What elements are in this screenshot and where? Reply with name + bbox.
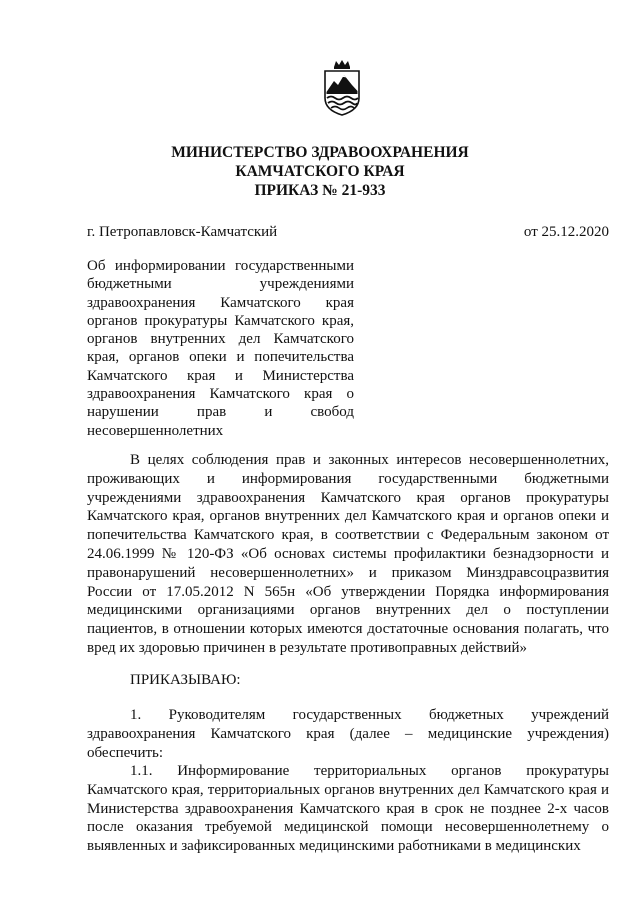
region-name: КАМЧАТСКОГО КРАЯ (235, 163, 405, 180)
item-1-paragraph: 1. Руководителям государственных бюджетных учреждений здравоохранения Камчатского края (далее – медицинские учреждения) обеспечить: (87, 707, 609, 761)
order-heading: ПРИКАЗЫВАЮ: (130, 672, 241, 688)
city-label: г. Петропавловск-Камчатский (87, 224, 278, 240)
order-date: от 25.12.2020 (523, 224, 609, 240)
coat-of-arms-icon (322, 58, 362, 118)
order-subject: Об информировании государственными бюджетными учреждениями здравоохранения Камчатского края органов прокуратуры Камчатского края, органов внутренних дел Камчатского края, органов опеки и попечительства Камчатского края и Министерства здравоохранения Камчатского края о нарушении прав и свобод несовершеннолетних (87, 258, 354, 439)
ministry-name: МИНИСТЕРСТВО ЗДРАВООХРАНЕНИЯ (171, 144, 469, 161)
item-1-1-paragraph: 1.1. Информирование территориальных органов прокуратуры Камчатского края, территориальных органов внутренних дел Камчатского края и Министерства здравоохранения Камчатского края в срок не позднее 2-х часов после оказания требуемой медицинской помощи несовершеннолетнему о выявленных и зафиксированных медицинскими работниками в медицинских (87, 763, 609, 855)
preamble-paragraph: В целях соблюдения прав и законных интересов несовершеннолетних, проживающих и информирования государственными бюджетными учреждениями здравоохранения Камчатского края органов прокуратуры Камчатского края, органов внутренних дел Камчатского края и органов опеки и попечительства Камчатского края, в соответствии с Федеральным законом от 24.06.1999 № 120-ФЗ «Об основах системы профилактики безнадзорности и правонарушений несовершеннолетних» и приказом Минздравсоцразвития России от 17.05.2012 N 565н «Об утверждении Порядка информирования медицинскими организациями органов внутренних дел о поступлении пациентов, в отношении которых имеются достаточные основания полагать, что вред их здоровью причинен в результате противоправных действий» (87, 452, 609, 656)
order-number: ПРИКАЗ № 21-933 (254, 182, 386, 199)
